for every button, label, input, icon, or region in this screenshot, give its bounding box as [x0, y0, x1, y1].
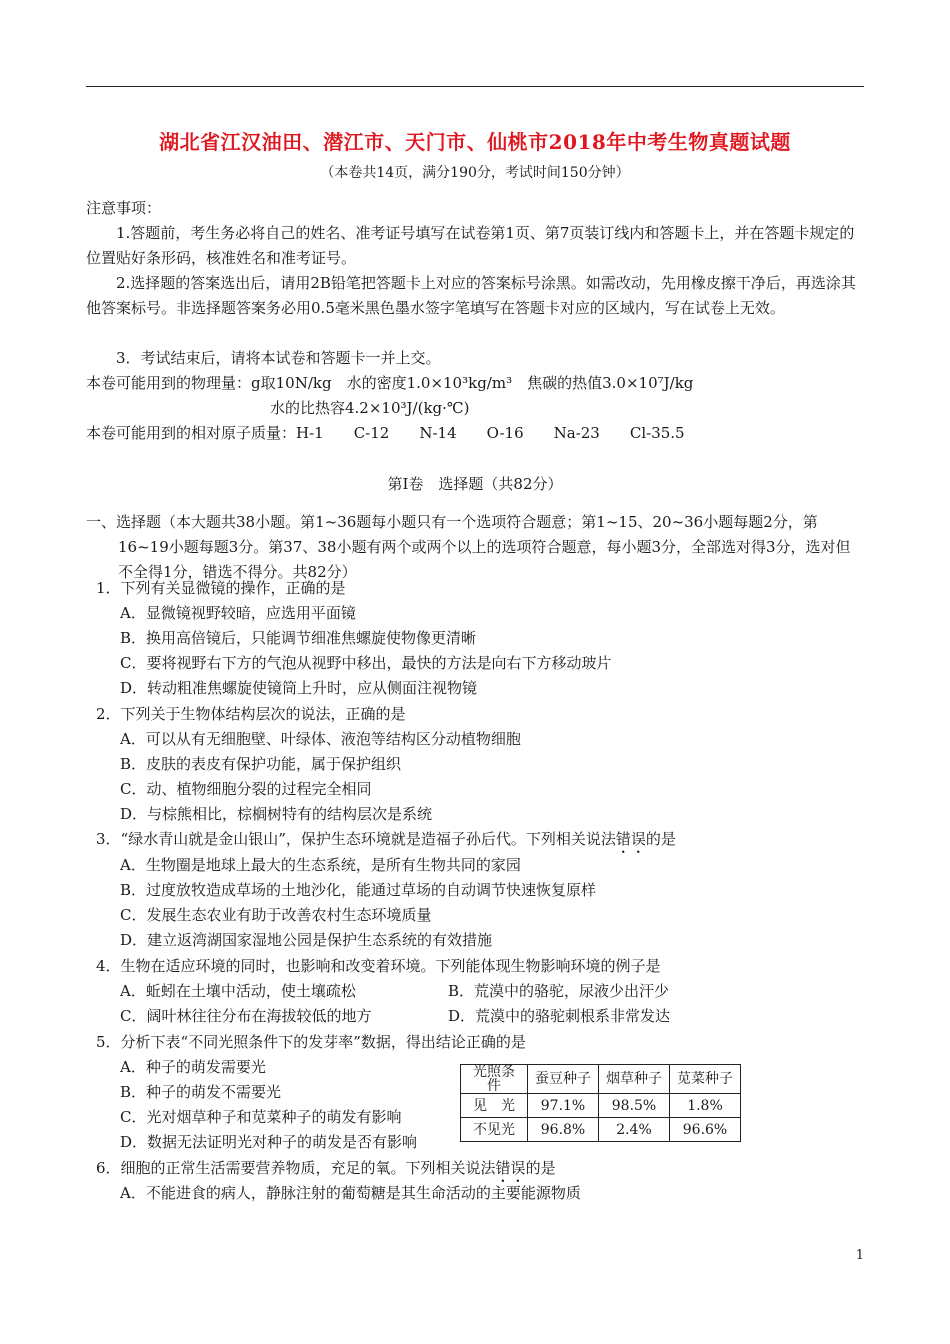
physics-coke-heat: 焦碳的热值3.0×10⁷J/kg — [527, 374, 694, 392]
physics-label: 本卷可能用到的物理量： — [86, 374, 252, 392]
atomic-label: 本卷可能用到的相对原子质量： — [86, 424, 297, 442]
q6-option-a: A．不能进食的病人，静脉注射的葡萄糖是其生命活动的主要能源物质 — [120, 1184, 581, 1202]
table-cell: 96.8% — [528, 1118, 599, 1142]
physics-water-density: 水的密度1.0×10³kg/m³ — [346, 374, 513, 392]
q3-option-d: D．建立返湾湖国家湿地公园是保护生态系统的有效措施 — [120, 931, 493, 949]
header-rule — [86, 86, 864, 87]
q3-option-b: B．过度放牧造成草场的土地沙化，能通过草场的自动调节快速恢复原样 — [120, 881, 597, 899]
q4-option-c: C．阔叶林往往分布在海拔较低的地方 — [120, 1007, 372, 1025]
q2-option-d: D．与棕熊相比，棕榈树特有的结构层次是系统 — [120, 805, 433, 823]
table-header-row — [461, 1065, 741, 1094]
q5-stem: 5．分析下表“不同光照条件下的发芽率”数据，得出结论正确的是 — [96, 1033, 526, 1051]
q1-stem: 1．下列有关显微镜的操作，正确的是 — [96, 579, 346, 597]
table-cell: 98.5% — [599, 1094, 670, 1118]
q1-option-a: A．显微镜视野较暗，应选用平面镜 — [120, 604, 356, 622]
table-cell: 97.1% — [528, 1094, 599, 1118]
notice-heading: 注意事项： — [86, 199, 162, 217]
table-cell: 1.8% — [670, 1094, 741, 1118]
page-title: 湖北省江汉油田、潜江市、天门市、仙桃市2018年中考生物真题试题 — [159, 130, 791, 154]
q2-option-c: C．动、植物细胞分裂的过程完全相同 — [120, 780, 372, 798]
q5-option-c: C．光对烟草种子和苋菜种子的萌发有影响 — [120, 1108, 402, 1126]
header-line-2: 件 — [487, 1078, 501, 1094]
q6-stem-text: 6．细胞的正常生活需要营养物质，充足的氧。下列相关说法 — [96, 1159, 496, 1177]
q3-option-a: A．生物圈是地球上最大的生态系统，是所有生物共同的家园 — [120, 856, 521, 874]
atomic-values: H-1 C-12 N-14 O-16 Na-23 Cl-35.5 — [296, 424, 685, 442]
notice-item-1: 1.答题前，考生务必将自己的姓名、准考证号填写在试卷第1页、第7页装订线内和答题卡上，并在答题卡规定的位置贴好条形码，核准姓名和准考证号。 — [86, 224, 855, 267]
section-heading: 第Ⅰ卷 选择题（共82分） — [387, 475, 563, 493]
part1-intro: 一、选择题（本大题共38小题。第1~36题每小题只有一个选项符合题意；第1~15、20~36小题每题2分，第16~19小题每题3分。第37、38小题有两个或两个以上的选项符合题意，每小题3分，全部选对得3分，选对但不全得1分，错选不得分。共82分） — [86, 513, 851, 581]
q4-option-a: A．蚯蚓在土壤中活动，使土壤疏松 — [120, 982, 356, 1000]
q2-option-b: B．皮肤的表皮有保护功能，属于保护组织 — [120, 755, 402, 773]
q5-option-d: D．数据无法证明光对种子的萌发是否有影响 — [120, 1133, 418, 1151]
notice-item-3: 3．考试结束后，请将本试卷和答题卡一并上交。 — [116, 349, 441, 367]
q6-stem-end: 的是 — [525, 1159, 556, 1177]
q6-emphasis-word: 错误 — [495, 1159, 526, 1177]
table-header-cell — [461, 1065, 528, 1094]
q3-emphasis-word: 错误 — [615, 830, 646, 848]
table-cell: 96.6% — [670, 1118, 741, 1142]
q4-stem: 4．生物在适应环境的同时，也影响和改变着环境。下列能体现生物影响环境的例子是 — [96, 957, 661, 975]
q5-option-a: A．种子的萌发需要光 — [120, 1058, 266, 1076]
q1-option-d: D．转动粗准焦螺旋使镜筒上升时，应从侧面注视物镜 — [120, 679, 478, 697]
q2-option-a: A．可以从有无细胞壁、叶绿体、液泡等结构区分动植物细胞 — [120, 730, 521, 748]
table-header-cell: 烟草种子 — [599, 1065, 670, 1094]
q2-stem: 2．下列关于生物体结构层次的说法，正确的是 — [96, 705, 406, 723]
table-cell: 不见光 — [461, 1118, 528, 1142]
q3-stem-text: 3．“绿水青山就是金山银山”，保护生态环境就是造福子孙后代。下列相关说法 — [96, 830, 616, 848]
header-line-1: 光照条 — [473, 1064, 515, 1080]
q4-option-b: B．荒漠中的骆驼，尿液少出汗少 — [448, 982, 670, 1000]
q5-option-b: B．种子的萌发不需要光 — [120, 1083, 282, 1101]
q1-option-c: C．要将视野右下方的气泡从视野中移出，最快的方法是向右下方移动玻片 — [120, 654, 612, 672]
table-header-cell: 苋菜种子 — [670, 1065, 741, 1094]
atomic-masses — [86, 421, 685, 446]
germination-rate-table — [460, 1064, 741, 1142]
q3-stem-end: 的是 — [645, 830, 676, 848]
exam-info: （本卷共14页，满分190分，考试时间150分钟） — [320, 165, 630, 181]
table-row — [461, 1094, 741, 1118]
table-cell: 见 光 — [461, 1094, 528, 1118]
table-header-cell: 蚕豆种子 — [528, 1065, 599, 1094]
table-row — [461, 1118, 741, 1142]
table-cell: 2.4% — [599, 1118, 670, 1142]
page-number: 1 — [855, 1248, 864, 1263]
q1-option-b: B．换用高倍镜后，只能调节细准焦螺旋使物像更清晰 — [120, 629, 477, 647]
physics-constants — [86, 371, 693, 396]
notice-item-2: 2.选择题的答案选出后，请用2B铅笔把答题卡上对应的答案标号涂黑。如需改动，先用橡皮擦干净后，再选涂其他答案标号。非选择题答案务必用0.5毫米黑色墨水签字笔填写在答题卡对应的区域内，写在试卷上无效。 — [86, 274, 856, 317]
physics-water-heat: 水的比热容4.2×10³J/(kg·℃) — [270, 399, 470, 417]
q4-option-d: D．荒漠中的骆驼刺根系非常发达 — [448, 1007, 671, 1025]
physics-g: g取10N/kg — [251, 374, 332, 392]
q3-option-c: C．发展生态农业有助于改善农村生态环境质量 — [120, 906, 432, 924]
